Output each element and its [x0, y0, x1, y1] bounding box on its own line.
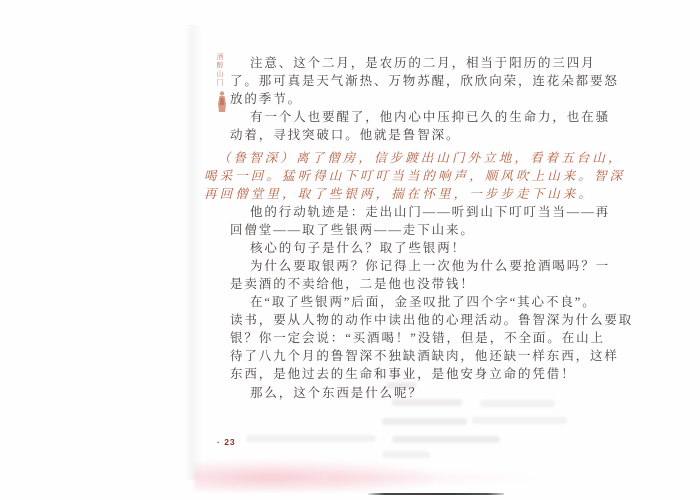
body-text-line: 他的行动轨迹是：走出山门——听到山下叮叮当当——再 [250, 205, 611, 219]
body-text-line: 回僧堂——取了些银两——走下山来。 [230, 223, 475, 237]
bleed-through-smudge [382, 451, 430, 458]
bleed-through-smudge [392, 436, 500, 443]
body-text-line: 动着，寻找突破口。他就是鲁智深。 [230, 128, 461, 142]
quote-text-line: 再回僧堂里，取了些银两，揣在怀里，一步步走下山来。 [204, 186, 595, 201]
body-text-line: 放的季节。 [230, 92, 303, 106]
body-text-line: 银？你一定会说：“买酒喝！”没错，但是，不全面。在山上 [230, 331, 605, 345]
page-number: · 23 [217, 437, 236, 447]
quote-text-line: 喝采一回。猛听得山下叮叮当当的响声，顺风吹上山来。智深 [204, 168, 626, 183]
body-text-line: 有一个人也要醒了，他内心中压抑已久的生命力，也在骚 [250, 110, 611, 124]
body-text-line: 待了八九个月的鲁智深不独缺酒缺肉，他还缺一样东西，这样 [230, 349, 619, 363]
bleed-through-smudge [392, 399, 462, 406]
body-text-line: 核心的句子是什么？取了些银两！ [250, 241, 467, 255]
bleed-through-smudge [480, 400, 555, 407]
bleed-through-smudge [386, 382, 416, 389]
bleed-through-smudge [472, 417, 567, 424]
body-text-line: 读书，要从人物的动作中读出他的心理活动。鲁智深为什么要取 [230, 313, 634, 327]
body-text-line: 那么，这个东西是什么呢？ [250, 386, 423, 400]
quote-text-line: （鲁智深）离了僧房，信步踱出山门外立地，看着五台山， [218, 150, 624, 165]
body-text-line: 东西，是他过去的生命和事业，是他安身立命的凭借！ [230, 367, 576, 381]
body-text-line: 是卖酒的不卖给他，二是他也没带钱！ [230, 277, 475, 291]
body-text-line: 注意、这个二月，是农历的二月，相当于阳历的三四月 [250, 56, 596, 70]
body-text-line: 了。那可真是天气渐热、万物苏醒，欣欣向荣，连花朵都要怒 [230, 74, 619, 88]
pink-stain-tail [330, 470, 540, 486]
body-text-line: 在“取了些银两”后面，金圣叹批了四个字“其心不良”。 [250, 295, 597, 309]
page-bottom-edge-line [368, 493, 504, 495]
bleed-through-smudge [382, 418, 467, 425]
chapter-marginalia-vertical-text: 酒醉山门 [216, 53, 224, 87]
body-text-line: 为什么要取银两？你记得上一次他为什么要抢酒喝吗？一 [250, 259, 611, 273]
bleed-through-smudge [246, 435, 376, 442]
